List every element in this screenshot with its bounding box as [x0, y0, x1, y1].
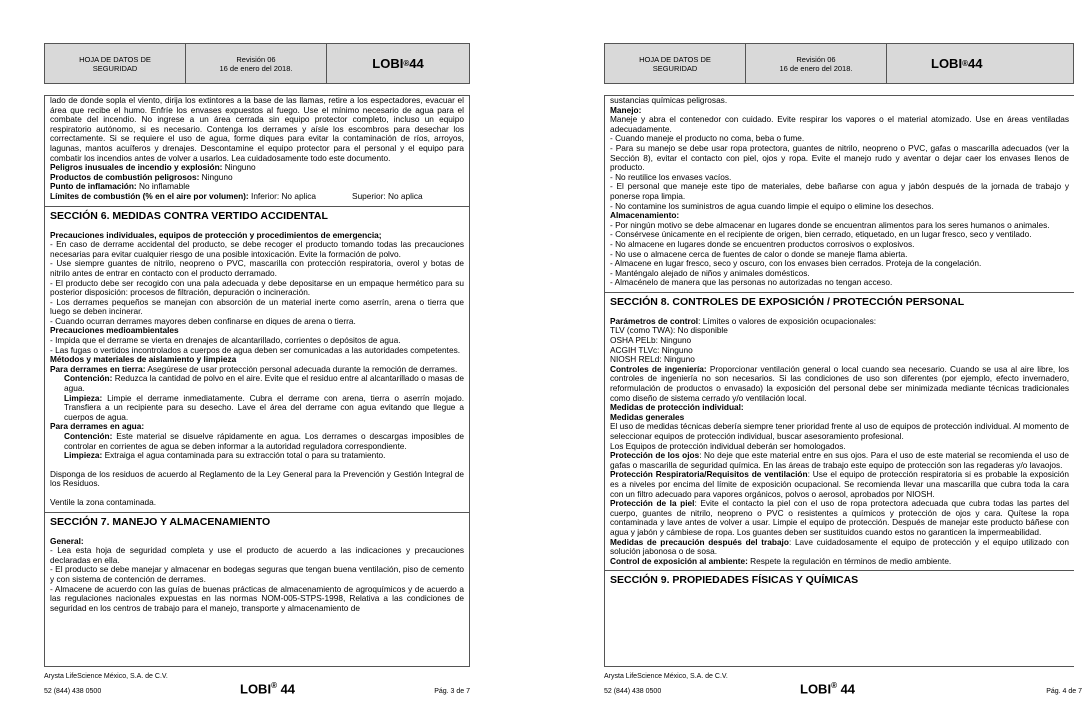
product-name: LOBI — [931, 56, 963, 71]
page-header — [44, 43, 470, 84]
page-header — [604, 43, 1074, 84]
combustion-products: Productos de combustión peligrosos: Ninguno — [50, 171, 233, 182]
registered-mark: ® — [403, 59, 410, 68]
flash-point: Punto de inflamación: No inflamable — [50, 181, 190, 192]
fire-continuation: lado de donde sopla el viento, dirija los extintores a la base de las llamas, retire a los espectadores, evacuar el área que recibe el humo. Enfríe los envases expuestos al fuego. Use el mínimo necesario de agua para el combate del incendio. No ingrese a un área cerrada sin equipo protector completo, incluso un equipo respiratorio autónomo, si es necesario. Contenga los derrames y aísle los escombros para desechar los correctamente. Si se requiere el uso de agua, forme diques para evitar la contaminación de ríos, arroyos, lagunas, mantos acuíferos y drenajes. Descontamine el equipo protector para el personal y el equipo para combatir los incendios antes de volver a usarlos. Lea cuidadosamente todo este documento. — [50, 95, 464, 163]
company-name: Arysta LifeScience México, S.A. de C.V. — [44, 673, 168, 680]
limit-row: ACGIH TLVc: Ninguno — [610, 344, 693, 355]
company-phone: 52 (844) 438 0500 — [44, 688, 102, 695]
list-item: - No contamine los suministros de agua cuando limpie el equipo o elimine los desechos. — [610, 200, 934, 211]
product-number: 44 — [409, 56, 424, 71]
engineering-controls: Controles de ingeniería: Proporcionar ventilación general o local cuando sea necesario. Cuando se usa al aire libre, los controles de ingeniería no son necesarios. Si las condiciones de uso son diferentes (por ejemplo, efecto invernadero, reformulación de productos o envasado) la exposición del personal debe ser minimizada mediante técnicas tradicionales como diseño de sistema cerrado y/o ventilación local. — [610, 363, 1069, 403]
revision-text: Revisión 06 — [236, 54, 276, 64]
list-item: - El personal que maneje este tipo de materiales, debe bañarse con agua y jabón después de la jornada de trabajo y ponerse ropa limpia. — [610, 181, 1069, 201]
page-number: Pág. 3 de 7 — [434, 688, 470, 695]
containment: Contención: Reduzca la cantidad de polvo en el aire. Evite que el residuo entre al alcantarillado o masas de agua. — [64, 373, 464, 394]
limit-row: NIOSH RELd: Ninguno — [610, 354, 695, 365]
list-item: - En caso de derrame accidental del producto, se debe recoger el producto tomando todas las precauciones necesarias para evitar cualquier riesgo de una posible intoxicación. Evite la formación de polvo. — [50, 239, 464, 259]
after-work-measures: Medidas de precaución después del trabajo: Lave cuidadosamente el equipo de protección y el equipo utilizado con solución jabonosa o de sosa. — [610, 536, 1069, 557]
page-3 — [0, 0, 520, 725]
list-item: - Las fugas o vertidos incontrolados a cuerpos de agua deben ser comunicadas a las autoridades competentes. — [50, 344, 461, 355]
storage-title: Almacenamiento: — [610, 210, 680, 221]
storage-continuation: sustancias químicas peligrosas. — [610, 95, 728, 105]
section-8-title: SECCIÓN 8. CONTROLES DE EXPOSICIÓN / PROTECCIÓN PERSONAL — [605, 292, 1074, 311]
doc-type-line2: SEGURIDAD — [652, 63, 698, 73]
list-item: - El producto debe ser recogido con una pala adecuada y debe depositarse en un empaque hermético para su posterior disposición: procesos de filtración, depuración o incineración. — [50, 277, 464, 298]
control-parameters: Parámetros de control: Límites o valores de exposición ocupacionales: — [610, 315, 877, 326]
water-spills-title: Para derrames en agua: — [50, 421, 145, 432]
list-item: - Cuando maneje el producto no coma, beba o fume. — [610, 133, 805, 144]
environmental-precautions-title: Precauciones medioambientales — [50, 325, 179, 336]
general-measures-title: Medidas generales — [610, 411, 685, 422]
revision-text: Revisión 06 — [796, 54, 836, 64]
land-spills: Para derrames en tierra: Asegúrese de usar protección personal adecuada durante la remoción de derrames. — [50, 363, 458, 374]
list-item: - Cuando ocurran derrames mayores deben confinarse en diques de arena o tierra. — [50, 315, 356, 326]
list-item: - El producto se debe manejar y almacenar en bodegas seguras que tengan buena ventilación, piso de cemento y con sistema de contención de derrames. — [50, 564, 464, 584]
handling-title: Manejo: — [610, 104, 642, 115]
page-4 — [560, 0, 1080, 725]
footer-product: LOBI® 44 — [240, 681, 296, 697]
general-title: General: — [50, 535, 84, 546]
limit-row: TLV (como TWA): No disponible — [610, 325, 728, 336]
list-item: - No reutilice los envases vacíos. — [610, 171, 732, 182]
section-9-title: SECCIÓN 9. PROPIEDADES FÍSICAS Y QUÍMICAS — [605, 570, 1074, 589]
product-cell — [327, 44, 469, 83]
revision-date: 16 de enero del 2018. — [219, 63, 293, 73]
page-body — [44, 95, 470, 667]
list-item: - Use siempre guantes de nitrilo, neopreno o PVC, mascarilla con protección respiratoria, overol y botas de nitrilo antes de entrar en contacto con el producto derramado. — [50, 258, 464, 278]
list-item: - Los derrames pequeños se manejan con absorción de un material inerte como aserrín, arena o tierra que luego se deben incinerar. — [50, 296, 464, 317]
cleanup: Limpieza: Limpie el derrame inmediatamente. Cubra el derrame con arena, tierra o aserrín mojado. Transfiera a un recipiente para su desecho. Lave el área del derrame con agua evitando que llegue a cuerpos de agua. — [64, 392, 464, 422]
water-containment: Contención: Este material se disuelve rápidamente en agua. Los derrames o descargas imposibles de controlar en corrientes de agua se deben informar a la autoridad reguladora correspondiente. — [64, 431, 464, 451]
doc-type-line1: HOJA DE DATOS DE — [639, 54, 711, 64]
list-item: - No use o almacene cerca de fuentes de calor o donde se maneje flama abierta. — [610, 248, 908, 259]
page-number: Pág. 4 de 7 — [1046, 688, 1082, 695]
list-item: - Almacene en lugar fresco, seco y oscuro, con los envases bien cerrados. Proteja de la congelación. — [610, 258, 982, 269]
limit-row: OSHA PELb: Ninguno — [610, 335, 692, 346]
doc-type-cell — [45, 44, 186, 83]
list-item: - Impida que el derrame se vierta en drenajes de alcantarillado, corrientes o depósitos de agua. — [50, 335, 401, 346]
unusual-hazards: Peligros inusuales de incendio y explosión: Ninguno — [50, 162, 256, 173]
product-cell — [887, 44, 1073, 83]
page-footer — [604, 671, 1082, 711]
section-7-title: SECCIÓN 7. MANEJO Y ALMACENAMIENTO — [45, 512, 469, 531]
list-item: - Almacene de acuerdo con las guías de buenas prácticas de almacenamiento de agroquímicos y de acuerdo a las regulaciones nacionales expuestas en las normas NOM-005-STPS-1998, Relativa a las condiciones de seguridad en los centros de trabajo para el manejo, transporte y almacenamiento de — [50, 583, 464, 613]
list-item: - No almacene en lugares donde se encuentren productos corrosivos o explosivos. — [610, 238, 915, 249]
company-name: Arysta LifeScience México, S.A. de C.V. — [604, 673, 728, 680]
list-item: Maneje y abra el contenedor con cuidado. Evite respirar los vapores o el material atomizado. Use en áreas ventiladas adecuadamente. — [610, 114, 1069, 134]
water-cleanup: Limpieza: Extraiga el agua contaminada para su extracción total o para su tratamiento. — [64, 450, 386, 461]
section-6-title: SECCIÓN 6. MEDIDAS CONTRA VERTIDO ACCIDENTAL — [45, 206, 469, 225]
waste-disposal: Disponga de los residuos de acuerdo al Reglamento de la Ley General para la Prevención y Gestión Integral de los Residuos. — [50, 468, 464, 489]
registered-mark: ® — [962, 59, 968, 68]
doc-type-line2: SEGURIDAD — [92, 63, 138, 73]
general-measures-text: El uso de medidas técnicas debería siempre tener prioridad frente al uso de equipos de protección individual. Al momento de seleccionar equipos de protección individual, buscar asesoramiento profesional. — [610, 421, 1069, 441]
eye-protection: Protección de los ojos: No deje que este material entre en sus ojos. Para el uso de este material se recomienda el uso de gafas o mascarilla de seguridad química. En las áreas de trabajo este equipo de protección son las regaderas y/o lavaojos. — [610, 450, 1069, 470]
page-footer — [44, 671, 470, 711]
list-item: - Lea esta hoja de seguridad completa y use el producto de acuerdo a las indicaciones y precauciones declaradas en ella. — [50, 545, 464, 565]
page-body — [604, 95, 1074, 667]
product-name: LOBI — [372, 56, 404, 71]
list-item: - Para su manejo se debe usar ropa protectora, guantes de nitrilo, neopreno o PVC, gafas o mascarilla adecuados (ver la Sección 8), evitar el contacto con piel, ojos y ropa. Evite el manejo rudo y aventar o dejar caer los envases llenos de producto. — [610, 142, 1069, 173]
individual-protection-title: Medidas de protección individual: — [610, 402, 744, 413]
environment-exposure: Control de exposición al ambiente: Respete la regulación en términos de medio ambiente. — [610, 555, 952, 566]
company-phone: 52 (844) 438 0500 — [604, 688, 662, 695]
skin-protection: Protección de la piel: Evite el contacto la piel con el uso de ropa protectora adecuada que cubra todas las partes del cuerpo, guantes de nitrilo, neopreno o PVC o resistentes a químicos y protección de ojos y cara. Quítese la ropa contaminada y lave antes de volver a usar. Limpie el equipo de protección. Después de manejar este producto báñese con agua y jabón y cámbiese de ropa. Los guantes deben ser sustituidos cuando estos no garanticen la impermeabilidad. — [610, 498, 1069, 537]
ventilate-note: Ventile la zona contaminada. — [50, 496, 157, 507]
doc-type-cell — [605, 44, 746, 83]
individual-precautions-title: Precauciones individuales, equipos de protección y procedimientos de emergencia; — [50, 229, 382, 240]
list-item: - Consérvese únicamente en el recipiente de origen, bien cerrado, etiquetado, en un lugar fresco, seco y ventilado. — [610, 229, 1032, 240]
doc-type-line1: HOJA DE DATOS DE — [79, 54, 151, 64]
revision-cell — [746, 44, 887, 83]
revision-date: 16 de enero del 2018. — [779, 63, 853, 73]
list-item: - Por ningún motivo se debe almacenar en lugares donde se encuentran alimentos para los seres humanos o animales. — [610, 219, 1050, 230]
list-item: - Manténgalo alejado de niños y animales domésticos. — [610, 267, 810, 278]
product-number: 44 — [967, 56, 983, 71]
cleanup-methods-title: Métodos y materiales de aislamiento y limpieza — [50, 354, 237, 365]
general-measures-text: Los Equipos de protección individual deberán ser homologados. — [610, 440, 846, 451]
revision-cell — [186, 44, 327, 83]
footer-product: LOBI® 44 — [800, 681, 856, 697]
combustion-limits: Límites de combustión (% en el aire por volumen): Inferior: No aplica Superior: No aplica — [50, 190, 423, 201]
respiratory-protection: Protección Respiratoria/Requisitos de ventilación: Use el equipo de protección respiratoria si es probable la exposición es a niveles por encima del límite de exposición ocupacional. Se recomienda llevar una mascarilla que cubra toda la cara con un filtro adecuado para vapores orgánicos, polvos o aerosol, aprobados por NIOSH. — [610, 469, 1070, 499]
list-item: - Almacénelo de manera que las personas no autorizadas no tengan acceso. — [610, 277, 893, 288]
